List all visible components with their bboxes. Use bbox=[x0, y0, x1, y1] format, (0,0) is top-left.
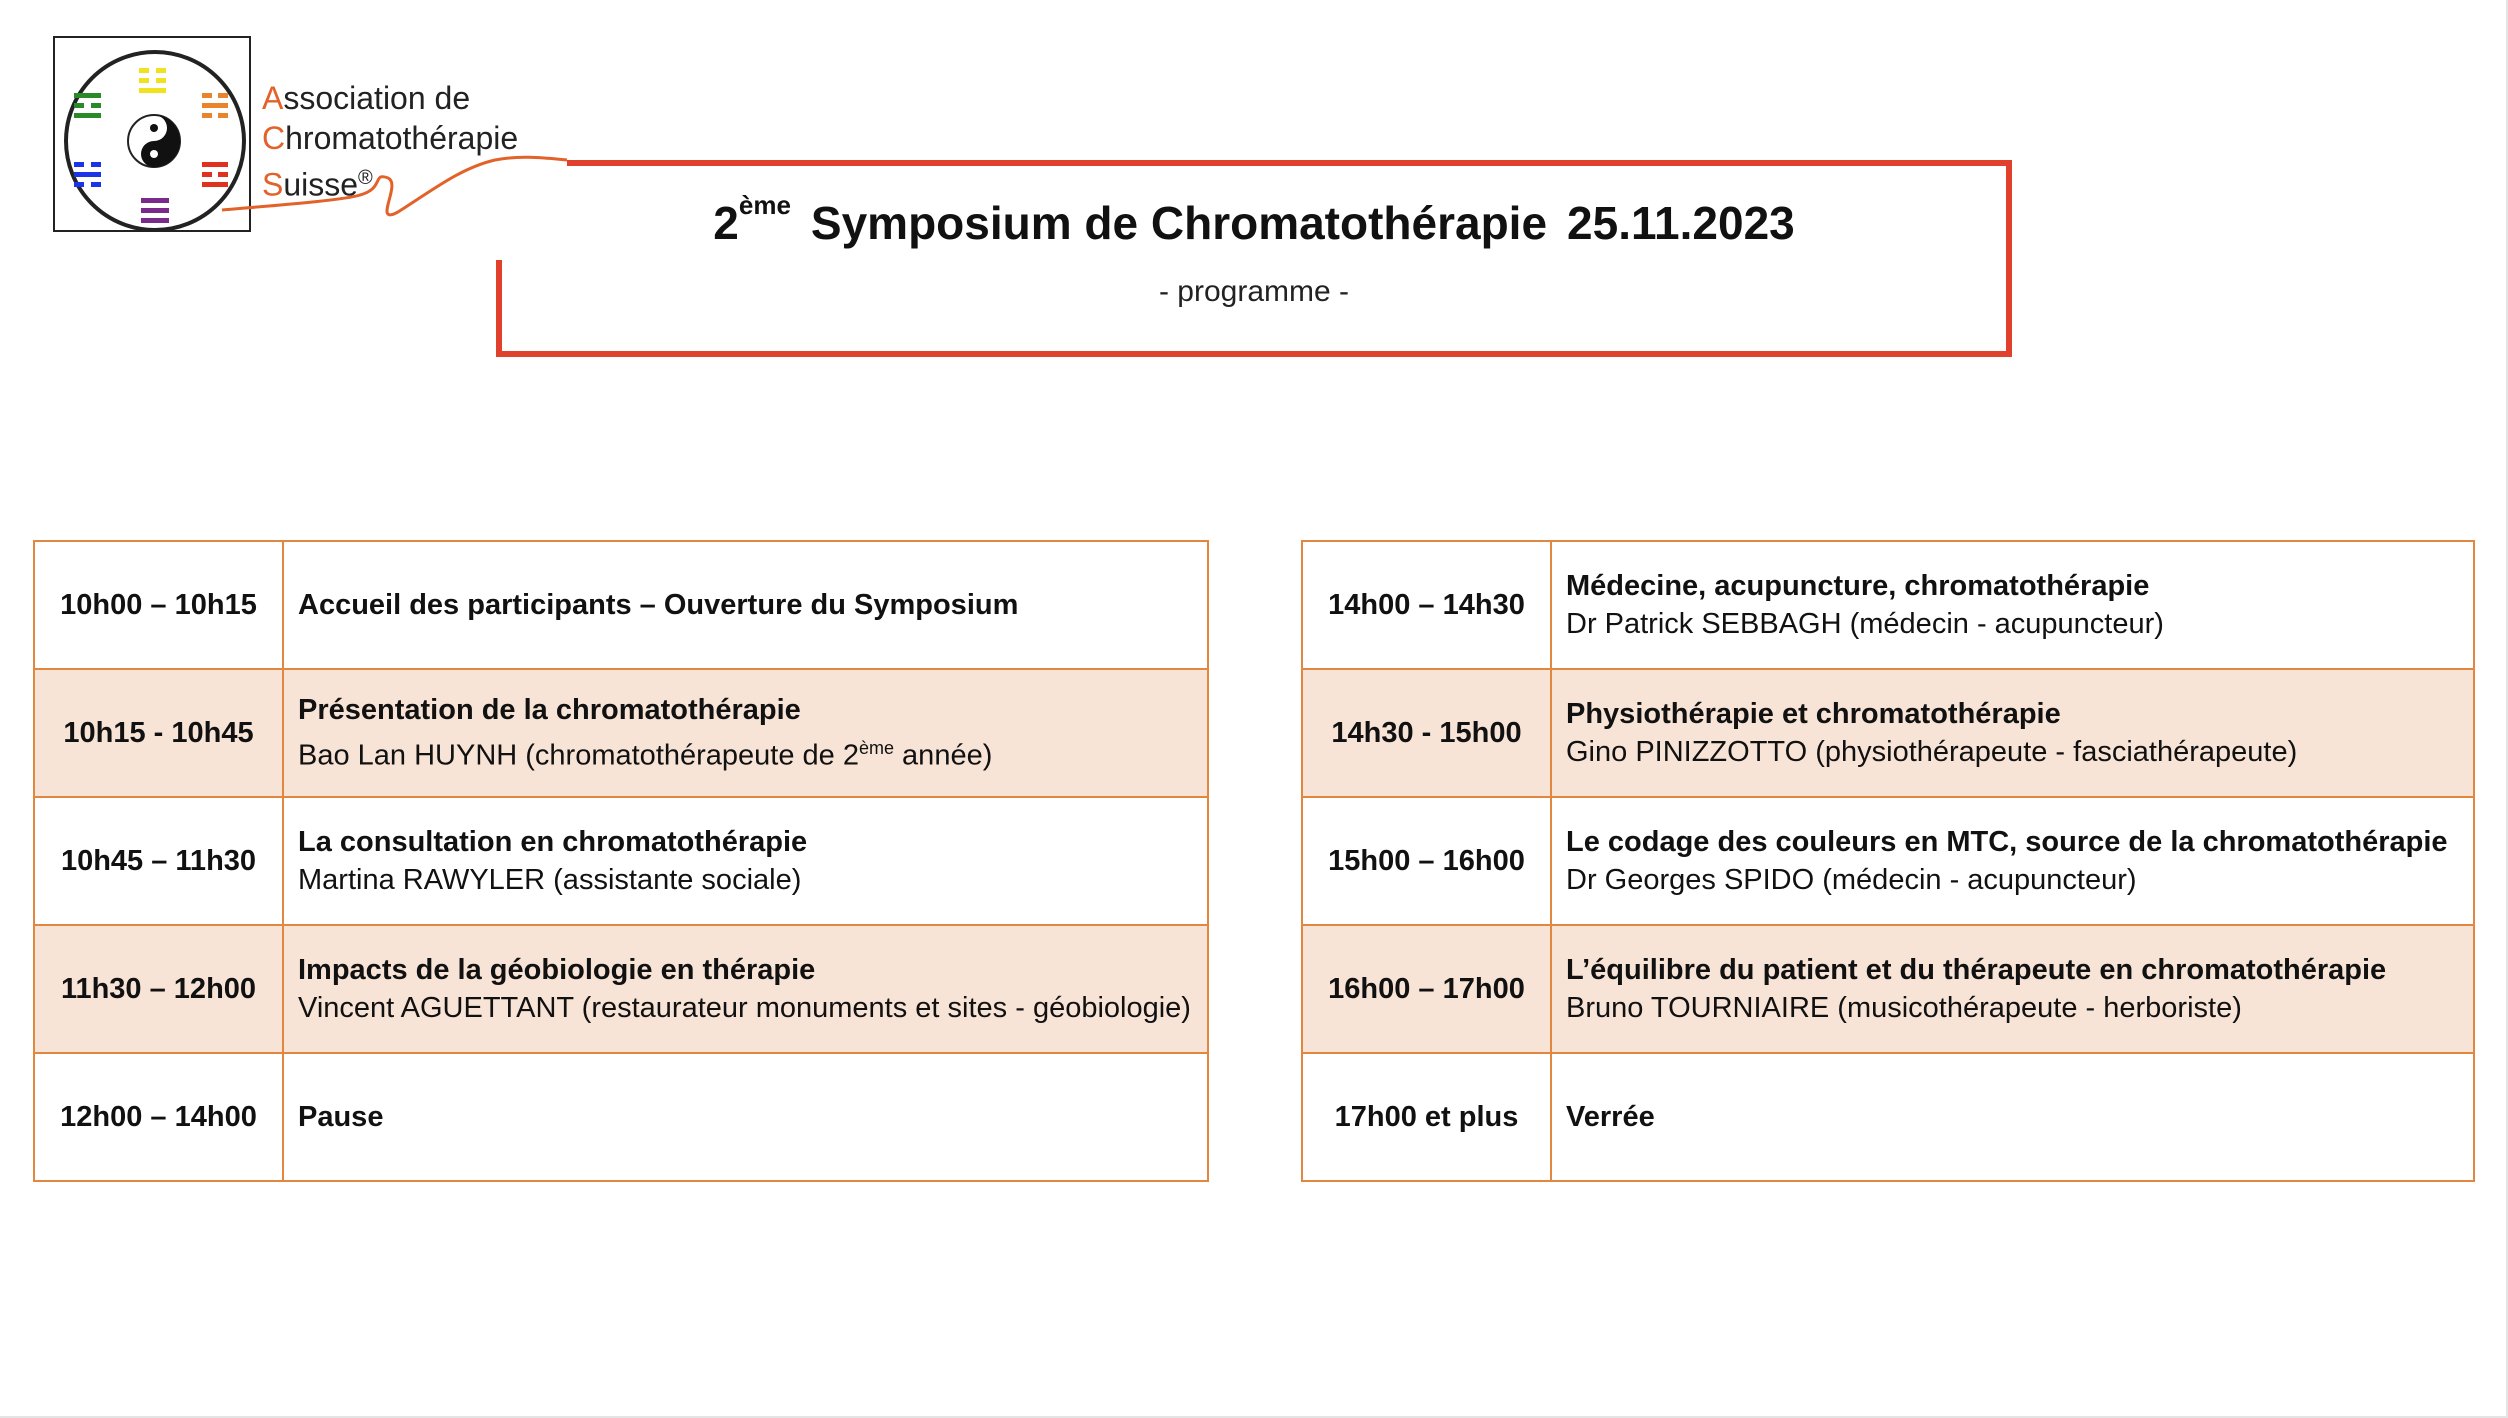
session-speaker: Vincent AGUETTANT (restaurateur monuments et sites - géobiologie) bbox=[298, 992, 1191, 1024]
session-speaker: Bruno TOURNIAIRE (musicothérapeute - herboriste) bbox=[1566, 992, 2242, 1024]
session-title: Physiothérapie et chromatothérapie bbox=[1566, 698, 2061, 730]
table-row bbox=[34, 669, 1208, 797]
schedule-table-afternoon bbox=[1301, 540, 2475, 1182]
time-slot: 16h00 – 17h00 bbox=[1302, 925, 1551, 1053]
session-title: La consultation en chromatothérapie bbox=[298, 826, 808, 858]
association-name bbox=[262, 78, 518, 205]
session-cell bbox=[1551, 797, 2474, 925]
session-speaker: Dr Patrick SEBBAGH (médecin - acupuncteur) bbox=[1566, 608, 2164, 640]
time-slot: 15h00 – 16h00 bbox=[1302, 797, 1551, 925]
session-title: Présentation de la chromatothérapie bbox=[298, 694, 801, 727]
session-cell bbox=[283, 541, 1208, 669]
session-title: Pause bbox=[298, 1101, 384, 1133]
table-row bbox=[34, 541, 1208, 669]
title-frame-top bbox=[567, 160, 2012, 166]
time-slot: 11h30 – 12h00 bbox=[34, 925, 283, 1053]
time-slot: 10h15 - 10h45 bbox=[34, 669, 283, 797]
session-cell bbox=[1551, 1053, 2474, 1181]
logo-line-1: Association de bbox=[262, 80, 471, 116]
table-row bbox=[1302, 1053, 2474, 1181]
session-title: Verrée bbox=[1566, 1101, 1655, 1133]
session-cell bbox=[1551, 925, 2474, 1053]
session-title: Médecine, acupuncture, chromatothérapie bbox=[1566, 570, 2150, 602]
time-slot: 14h30 - 15h00 bbox=[1302, 669, 1551, 797]
table-row bbox=[1302, 797, 2474, 925]
session-cell bbox=[283, 925, 1208, 1053]
table-row bbox=[1302, 669, 2474, 797]
logo-line-2: Chromatothérapie bbox=[262, 120, 519, 156]
title-frame-bottom bbox=[496, 351, 2012, 357]
association-logo bbox=[53, 36, 251, 232]
session-title: L’équilibre du patient et du thérapeute en chromatothérapie bbox=[1566, 954, 2387, 986]
session-title: Le codage des couleurs en MTC, source de la chromatothérapie bbox=[1566, 826, 2448, 858]
session-speaker: Dr Georges SPIDO (médecin - acupuncteur) bbox=[1566, 864, 2137, 896]
time-slot: 12h00 – 14h00 bbox=[34, 1053, 283, 1181]
session-cell bbox=[1551, 669, 2474, 797]
time-slot: 17h00 et plus bbox=[1302, 1053, 1551, 1181]
schedule-table-morning bbox=[33, 540, 1209, 1182]
table-row bbox=[34, 925, 1208, 1053]
table-row bbox=[1302, 925, 2474, 1053]
table-row bbox=[34, 1053, 1208, 1181]
time-slot: 10h45 – 11h30 bbox=[34, 797, 283, 925]
table-row bbox=[34, 797, 1208, 925]
session-cell bbox=[283, 669, 1208, 797]
time-slot: 10h00 – 10h15 bbox=[34, 541, 283, 669]
session-cell bbox=[283, 1053, 1208, 1181]
session-title: Impacts de la géobiologie en thérapie bbox=[298, 954, 816, 986]
logo-line-3: Suisse® bbox=[262, 166, 373, 203]
time-slot: 14h00 – 14h30 bbox=[1302, 541, 1551, 669]
page-title: 2ème Symposium de Chromatothérapie 25.11.2023 bbox=[713, 190, 1795, 249]
session-cell bbox=[1551, 541, 2474, 669]
page-subtitle: - programme - bbox=[1158, 275, 1350, 308]
session-speaker: Martina RAWYLER (assistante sociale) bbox=[298, 864, 802, 896]
title-frame-right bbox=[2006, 160, 2012, 357]
session-speaker: Gino PINIZZOTTO (physiothérapeute - fasciathérapeute) bbox=[1566, 736, 2298, 768]
table-row bbox=[1302, 541, 2474, 669]
session-title: Accueil des participants – Ouverture du Symposium bbox=[298, 589, 1019, 621]
session-speaker: Bao Lan HUYNH (chromatothérapeute de 2ème année) bbox=[298, 738, 993, 772]
session-cell bbox=[283, 797, 1208, 925]
bagua-yin-yang-icon bbox=[55, 38, 253, 234]
